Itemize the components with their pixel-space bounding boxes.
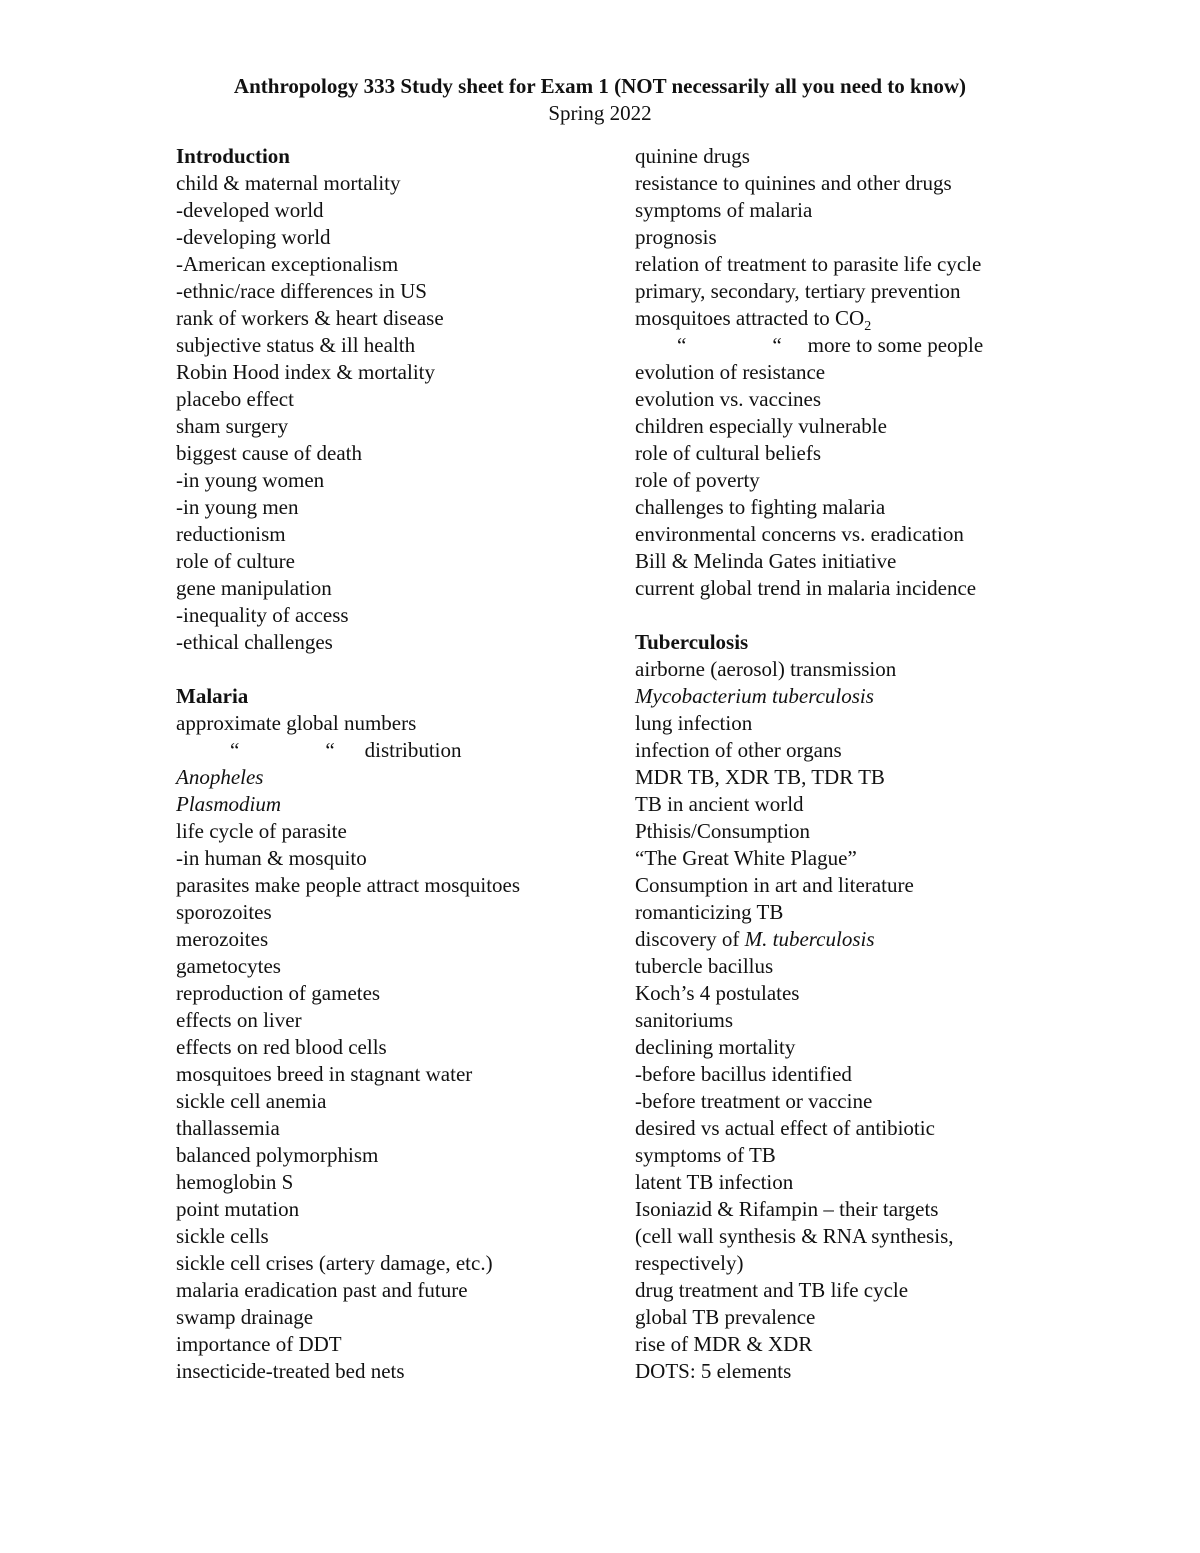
list-item: MDR TB, XDR TB, TDR TB (635, 765, 885, 789)
list-item: desired vs actual effect of antibiotic (635, 1116, 935, 1140)
list-item: Pthisis/Consumption (635, 819, 811, 843)
list-item: gametocytes (176, 954, 281, 978)
tuberculosis-list (635, 710, 1075, 1385)
malaria-continued-list (635, 143, 1075, 602)
ditto-mark-open: “ (230, 738, 240, 762)
left-column (176, 143, 616, 1385)
list-item: infection of other organs (635, 738, 842, 762)
list-item: respectively) (635, 1251, 744, 1275)
list-item: tubercle bacillus (635, 954, 774, 978)
list-item: thallassemia (176, 1116, 280, 1140)
blank-line (176, 656, 616, 683)
list-item-discovery (635, 926, 1075, 953)
list-item: biggest cause of death (176, 441, 363, 465)
list-item: -before treatment or vaccine (635, 1089, 873, 1113)
page-title: Anthropology 333 Study sheet for Exam 1 (NOT necessarily all you need to know) (233, 74, 967, 98)
list-item: symptoms of TB (635, 1143, 776, 1167)
list-item: TB in ancient world (635, 792, 804, 816)
page-subtitle: Spring 2022 (548, 101, 652, 125)
list-item: sickle cell crises (artery damage, etc.) (176, 1251, 493, 1275)
list-item: prognosis (635, 225, 717, 249)
list-item: sporozoites (176, 900, 272, 924)
list-item: insecticide-treated bed nets (176, 1359, 405, 1383)
list-item: evolution of resistance (635, 360, 826, 384)
list-item: declining mortality (635, 1035, 796, 1059)
list-item: sickle cells (176, 1224, 269, 1248)
list-item: -in young women (176, 468, 325, 492)
list-item: Isoniazid & Rifampin – their targets (635, 1197, 939, 1221)
list-item: children especially vulnerable (635, 414, 887, 438)
discovery-species: M. tuberculosis (744, 927, 875, 951)
list-item: sanitoriums (635, 1008, 733, 1032)
section-heading-introduction: Introduction (176, 144, 290, 168)
list-item: (cell wall synthesis & RNA synthesis, (635, 1224, 954, 1248)
list-item: -ethnic/race differences in US (176, 279, 427, 303)
ditto-row (176, 737, 616, 764)
list-item: lung infection (635, 711, 753, 735)
list-item: sickle cell anemia (176, 1089, 327, 1113)
ditto-text: distribution (364, 738, 462, 762)
list-item: role of poverty (635, 468, 760, 492)
ditto-mark-close: “ (772, 333, 782, 357)
list-item: -in human & mosquito (176, 846, 367, 870)
introduction-list (176, 170, 616, 656)
list-item: environmental concerns vs. eradication (635, 522, 964, 546)
genus-plasmodium: Plasmodium (176, 792, 281, 816)
list-item: sham surgery (176, 414, 289, 438)
ditto-mark-close: “ (325, 738, 335, 762)
ditto-row (635, 332, 1075, 359)
list-item: quinine drugs (635, 144, 750, 168)
list-item: resistance to quinines and other drugs (635, 171, 952, 195)
list-item: life cycle of parasite (176, 819, 347, 843)
list-item: -developing world (176, 225, 331, 249)
list-item: primary, secondary, tertiary prevention (635, 279, 961, 303)
list-item: evolution vs. vaccines (635, 387, 822, 411)
list-item: -American exceptionalism (176, 252, 399, 276)
list-item: global TB prevalence (635, 1305, 816, 1329)
list-item: approximate global numbers (176, 711, 417, 735)
list-item: effects on red blood cells (176, 1035, 387, 1059)
list-item: latent TB infection (635, 1170, 794, 1194)
species-mycobacterium: Mycobacterium tuberculosis (635, 684, 874, 708)
co2-subscript: 2 (864, 319, 872, 335)
list-item: role of cultural beliefs (635, 441, 822, 465)
list-item: subjective status & ill health (176, 333, 416, 357)
list-item: gene manipulation (176, 576, 332, 600)
list-item: placebo effect (176, 387, 294, 411)
discovery-prefix: discovery of (635, 927, 745, 951)
list-item: Koch’s 4 postulates (635, 981, 800, 1005)
list-item: “The Great White Plague” (635, 846, 857, 870)
list-item: rise of MDR & XDR (635, 1332, 813, 1356)
list-item: -inequality of access (176, 603, 349, 627)
list-item: malaria eradication past and future (176, 1278, 468, 1302)
list-item: swamp drainage (176, 1305, 314, 1329)
section-heading-tuberculosis: Tuberculosis (635, 630, 749, 654)
list-item: effects on liver (176, 1008, 302, 1032)
list-item: -ethical challenges (176, 630, 333, 654)
list-item: romanticizing TB (635, 900, 784, 924)
list-item: mosquitoes breed in stagnant water (176, 1062, 473, 1086)
list-item: drug treatment and TB life cycle (635, 1278, 909, 1302)
blank-line (635, 602, 1075, 629)
section-heading-malaria: Malaria (176, 684, 249, 708)
list-item: challenges to fighting malaria (635, 495, 886, 519)
list-item: hemoglobin S (176, 1170, 294, 1194)
list-item: -developed world (176, 198, 324, 222)
list-item: Consumption in art and literature (635, 873, 914, 897)
ditto-mark-open: “ (677, 333, 687, 357)
list-item: balanced polymorphism (176, 1143, 379, 1167)
co2-text: mosquitoes attracted to CO (635, 306, 865, 330)
list-item-co2 (635, 305, 1075, 335)
ditto-text: more to some people (807, 333, 984, 357)
list-item: symptoms of malaria (635, 198, 813, 222)
list-item: relation of treatment to parasite life cycle (635, 252, 982, 276)
list-item: role of culture (176, 549, 295, 573)
list-item: reductionism (176, 522, 286, 546)
list-item: -before bacillus identified (635, 1062, 852, 1086)
list-item: importance of DDT (176, 1332, 342, 1356)
list-item: Robin Hood index & mortality (176, 360, 435, 384)
malaria-list (176, 818, 616, 1385)
list-item: current global trend in malaria incidence (635, 576, 977, 600)
list-item: rank of workers & heart disease (176, 306, 444, 330)
list-item: reproduction of gametes (176, 981, 381, 1005)
list-item: DOTS: 5 elements (635, 1359, 792, 1383)
right-column (635, 143, 1075, 1385)
list-item: Bill & Melinda Gates initiative (635, 549, 897, 573)
list-item: airborne (aerosol) transmission (635, 657, 897, 681)
list-item: child & maternal mortality (176, 171, 401, 195)
list-item: parasites make people attract mosquitoes (176, 873, 521, 897)
list-item: -in young men (176, 495, 299, 519)
list-item: merozoites (176, 927, 269, 951)
genus-anopheles: Anopheles (176, 765, 264, 789)
list-item: point mutation (176, 1197, 300, 1221)
